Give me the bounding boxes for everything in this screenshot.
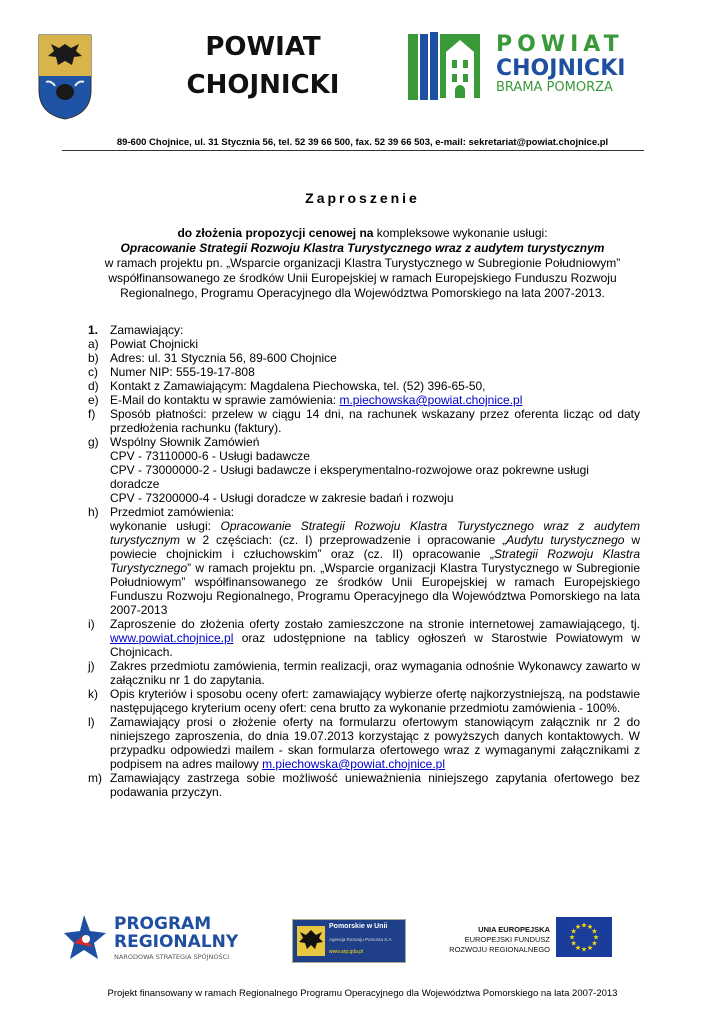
section-1-heading bbox=[88, 323, 640, 337]
list-item-c: c) Numer NIP: 555-19-17-808 bbox=[88, 365, 255, 379]
header-divider bbox=[62, 150, 644, 151]
item-d-text: Kontakt z Zamawiającym: Magdalena Piechowska, tel. (52) 396-65-50, bbox=[110, 379, 486, 393]
header-title-line2: CHOJNICKI bbox=[186, 70, 340, 100]
eu-star-icon: ★ bbox=[580, 946, 588, 954]
eu-fund-text bbox=[430, 925, 550, 955]
item-m-text: Zamawiający zastrzega sobie możliwość unieważnienia niniejszego zapytania ofertowego bez podawania przyczyn. bbox=[110, 771, 640, 799]
eu-star-icon: ★ bbox=[570, 928, 577, 936]
intro-line3: w ramach projektu pn. „Wsparcie organizacji Klastra Turystycznego w Subregionie Południowym” bbox=[104, 256, 621, 270]
item-f-text: Sposób płatności: przelew w ciągu 14 dni, na rachunek wskazany przez oferenta licząc od daty przedłożenia rachunku (faktury). bbox=[110, 407, 640, 435]
list-item-d: d) Kontakt z Zamawiającym: Magdalena Piechowska, tel. (52) 396-65-50, bbox=[88, 379, 486, 393]
section-1-label: Zamawiający: bbox=[110, 323, 184, 337]
list-item-k: k) Opis kryteriów i sposobu oceny ofert: zamawiający wybierze ofertę najkorzystniejszą, na podstawie następującego kryterium oceny ofert: cena brutto za wykonanie przedmiotu zamówienia - 100%. bbox=[88, 687, 640, 715]
list-item-a: a) Powiat Chojnicki bbox=[88, 337, 199, 351]
project-title: Opracowanie Strategii Rozwoju Klastra Turystycznego wraz z audytem turystycznym bbox=[120, 241, 605, 255]
header-title bbox=[178, 28, 348, 104]
program-regionalny-star-icon bbox=[64, 913, 106, 965]
item-g-title: Wspólny Słownik Zamówień bbox=[110, 435, 260, 449]
list-item-m: m) Zamawiający zastrzega sobie możliwość unieważnienia niniejszego zapytania ofertowego bez podawania przyczyn. bbox=[88, 771, 640, 799]
pom-line2: Agencja Rozwoju Pomorza S.A. bbox=[329, 937, 393, 942]
cpv-code-3: CPV - 73200000-4 - Usługi doradcze w zakresie badań i rozwoju bbox=[110, 491, 454, 505]
eu-flag-icon bbox=[556, 917, 612, 957]
item-a-text: Powiat Chojnicki bbox=[110, 337, 199, 351]
sections-list bbox=[88, 323, 640, 799]
eu-star-icon: ★ bbox=[570, 940, 577, 948]
eu-line3: ROZWOJU REGIONALNEGO bbox=[449, 945, 550, 954]
eu-line2: EUROPEJSKI FUNDUSZ bbox=[464, 935, 550, 944]
section-1-number: 1. bbox=[88, 323, 99, 337]
intro-bold: do złożenia propozycji cenowej na bbox=[177, 226, 374, 240]
pomorskie-w-unii-logo bbox=[292, 919, 406, 963]
footer-logos bbox=[60, 905, 660, 975]
cpv-code-2: CPV - 73000000-2 - Usługi badawcze i eksperymentalno-rozwojowe oraz pokrewne usługi doradcze bbox=[110, 463, 589, 491]
eu-star-icon: ★ bbox=[586, 944, 594, 952]
item-b-text: Adres: ul. 31 Stycznia 56, 89-600 Chojnice bbox=[110, 351, 337, 365]
list-item-e: e) E-Mail do kontaktu w sprawie zamówienia: m.piechowska@powiat.chojnice.pl bbox=[88, 393, 523, 407]
list-item-f: f) Sposób płatności: przelew w ciągu 14 dni, na rachunek wskazany przez oferenta licząc od daty przedłożenia rachunku (faktury). bbox=[88, 407, 640, 435]
pom-line1: Pomorskie w Unii bbox=[329, 923, 388, 930]
header-title-line1: POWIAT bbox=[205, 32, 321, 62]
eu-star-icon: ★ bbox=[580, 922, 588, 930]
intro-line5: Regionalnego, Programu Operacyjnego dla Województwa Pomorskiego na lata 2007-2013. bbox=[120, 286, 605, 300]
item-k-text: Opis kryteriów i sposobu oceny ofert: zamawiający wybierze ofertę najkorzystniejszą, na podstawie następującego kryterium oceny ofert: cena brutto za wykonanie przedmiotu zamówienia - 100%. bbox=[110, 687, 640, 715]
contact-email-link[interactable]: m.piechowska@powiat.chojnice.pl bbox=[339, 393, 523, 407]
item-h-title: Przedmiot zamówienia: bbox=[110, 505, 235, 519]
invitation-title: Zaproszenie bbox=[305, 190, 420, 206]
list-item-l: l) Zamawiający prosi o złożenie oferty na formularzu ofertowym stanowiącym załącznik nr 2 do niniejszego zaproszenia, do dnia 19.07.2013 korzystając z powyższych danych kontaktowych. W przypadku odpowiedzi mailem - skan formularza ofertowego wraz z wymaganymi załącznikami z podpisem na adres mailowy m.piechowska@powiat.chojnice.pl bbox=[88, 715, 640, 771]
pom-line3: www.arp.gda.pl bbox=[329, 949, 364, 955]
website-link[interactable]: www.powiat.chojnice.pl bbox=[110, 631, 234, 645]
eu-star-icon: ★ bbox=[592, 934, 600, 942]
brand-logo-line1: POWIAT bbox=[496, 32, 624, 57]
castle-gate-icon bbox=[408, 32, 490, 102]
item-j-text: Zakres przedmiotu zamówienia, termin realizacji, oraz wymagania odnośnie Wykonawcy zawarto w załączniku nr 1 do zapytania. bbox=[110, 659, 640, 687]
pr-line1: PROGRAM bbox=[114, 914, 212, 934]
list-item-b: b) Adres: ul. 31 Stycznia 56, 89-600 Chojnice bbox=[88, 351, 337, 365]
brand-logo-line2: CHOJNICKI bbox=[496, 56, 626, 81]
cpv-code-1: CPV - 73110000-6 - Usługi badawcze bbox=[110, 449, 310, 463]
item-h-body: wykonanie usługi: Opracowanie Strategii Rozwoju Klastra Turystycznego wraz z audytem turystycznym w 2 częściach: (cz. I) przeprowadzenie i opracowanie „Audytu turystycznego w powiecie chojnickim i człuchowskim” oraz (cz. II) opracowanie „Strategii Rozwoju Klastra Turystycznego” w ramach projektu pn. „Wsparcie organizacji Klastra Turystycznego w Subregionie Południowym” współfinansowanego ze środków Unii Europejskiej w ramach Europejskiego Funduszu Rozwoju Regionalnego, Programu Operacyjnego dla Województwa Pomorskiego na lata 2007-2013 bbox=[110, 519, 641, 617]
intro-line4: współfinansowanego ze środków Unii Europejskiej w ramach Europejskiego Funduszu Rozwoju bbox=[108, 271, 617, 285]
list-item-g: g) Wspólny Słownik Zamówień CPV - 73110000-6 - Usługi badawcze CPV - 73000000-2 - Usługi badawcze i eksperymentalno-rozwojowe oraz pokrewne usługi doradcze CPV - 73200000-4 - Usługi doradcze w zakresie badań i rozwoju bbox=[88, 435, 640, 505]
eu-star-icon: ★ bbox=[586, 924, 594, 932]
list-item-h: h) Przedmiot zamówienia: wykonanie usługi: Opracowanie Strategii Rozwoju Klastra Turystycznego wraz z audytem turystycznym w 2 częściach: (cz. I) przeprowadzenie i opracowanie „Audytu turystycznego w powiecie chojnickim i człuchowskim” oraz (cz. II) opracowanie „Strategii Rozwoju Klastra Turystycznego” w ramach projektu pn. „Wsparcie organizacji Klastra Turystycznego w Subregionie Południowym” współfinansowanego ze środków Unii Europejskiej w ramach Europejskiego Funduszu Rozwoju Regionalnego, Programu Operacyjnego dla Województwa Pomorskiego na lata 2007-2013 bbox=[88, 505, 641, 617]
pr-line3: NARODOWA STRATEGIA SPÓJNOŚCI bbox=[114, 953, 230, 961]
item-l-text: Zamawiający prosi o złożenie oferty na formularzu ofertowym stanowiącym załącznik nr 2 do niniejszego zaproszenia, do dnia 19.07.2013 korzystając z powyższych danych kontaktowych. W przypadku odpowiedzi mailem - skan formularza ofertowego wraz z wymaganymi załącznikami z podpisem na adres mailowy bbox=[110, 715, 640, 771]
pr-line2: REGIONALNY bbox=[114, 932, 239, 952]
item-e-text: E-Mail do kontaktu w sprawie zamówienia: bbox=[110, 393, 340, 407]
eu-star-icon: ★ bbox=[591, 940, 598, 948]
intro-line1 bbox=[70, 226, 655, 241]
powiat-chojnicki-brand-logo bbox=[408, 32, 628, 102]
eu-star-icon: ★ bbox=[574, 924, 582, 932]
list-item-i: i) Zaproszenie do złożenia oferty zostało zamieszczone na stronie internetowej zamawiającego, tj. www.powiat.chojnice.pl oraz udostępnione na tablicy ogłoszeń w Starostwie Powiatowym w Chojnicach. bbox=[88, 617, 640, 659]
list-item-j: j) Zakres przedmiotu zamówienia, termin realizacji, oraz wymagania odnośnie Wykonawcy zawarto w załączniku nr 1 do zapytania. bbox=[88, 659, 640, 687]
eu-star-icon: ★ bbox=[568, 934, 576, 942]
program-regionalny-logo bbox=[114, 915, 238, 963]
item-c-text: Numer NIP: 555-19-17-808 bbox=[110, 365, 255, 379]
brand-logo-line3: BRAMA POMORZA bbox=[496, 80, 613, 95]
header-address: 89-600 Chojnice, ul. 31 Stycznia 56, tel. 52 39 66 500, fax. 52 39 66 503, e-mail: sekretariat@powiat.chojnice.pl bbox=[116, 137, 609, 148]
eu-line1: UNIA EUROPEJSKA bbox=[478, 925, 550, 934]
intro-rest: kompleksowe wykonanie usługi: bbox=[373, 226, 548, 240]
eu-star-icon: ★ bbox=[574, 944, 582, 952]
griffin-icon bbox=[297, 926, 325, 956]
submission-email-link[interactable]: m.piechowska@powiat.chojnice.pl bbox=[262, 757, 446, 771]
powiat-crest-logo bbox=[38, 34, 92, 120]
invitation-intro bbox=[70, 226, 655, 301]
eu-star-icon: ★ bbox=[591, 928, 598, 936]
footer-note: Projekt finansowany w ramach Regionalnego Programu Operacyjnego dla Województwa Pomorskiego na lata 2007-2013 bbox=[107, 988, 618, 999]
